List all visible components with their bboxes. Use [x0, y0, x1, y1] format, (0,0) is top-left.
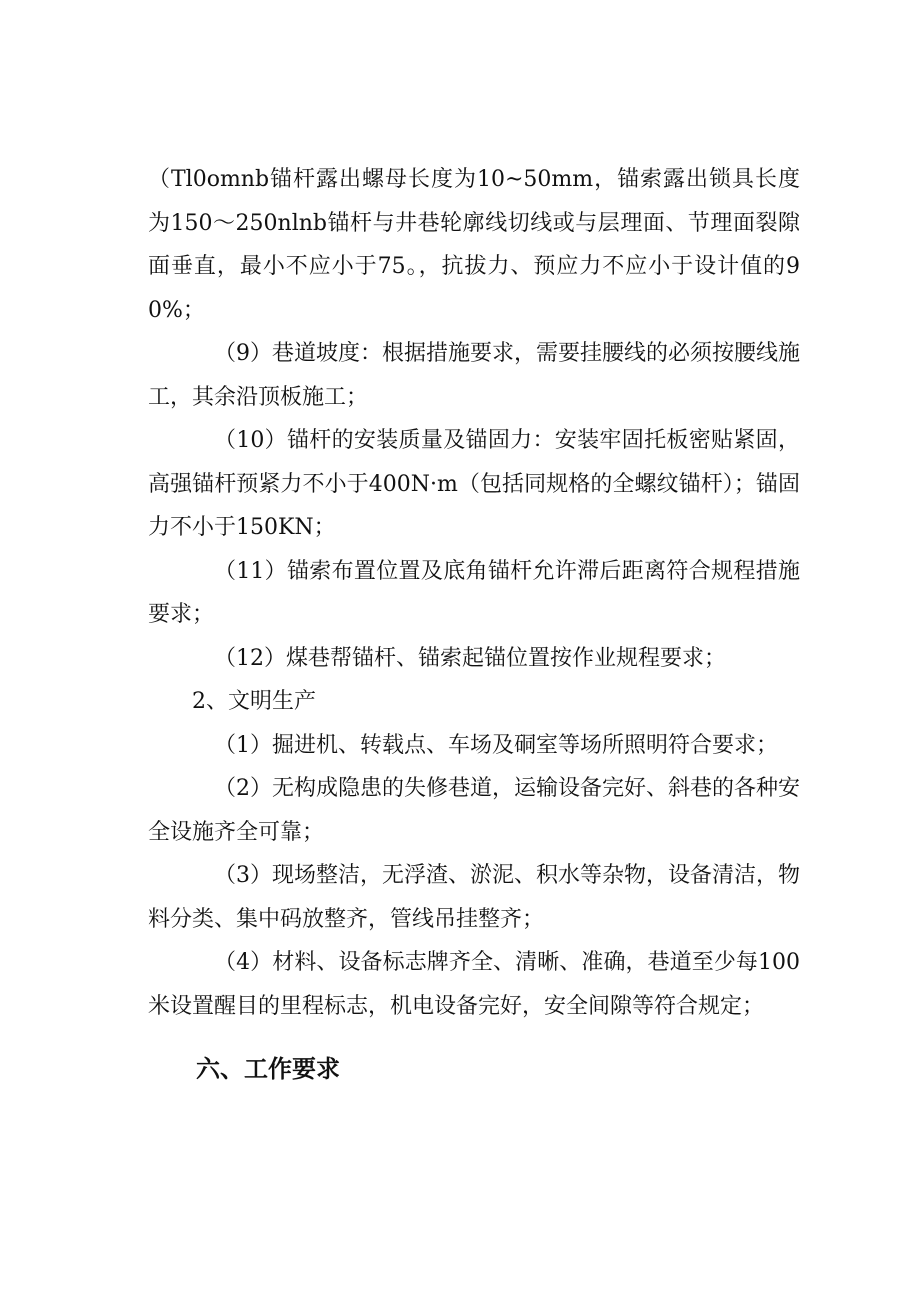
civilized-item-4: （4）材料、设备标志牌齐全、清晰、准确，巷道至少每100米设置醒目的里程标志，机电设备完好，安全间隙等符合规定； [148, 950, 800, 1019]
document-body [148, 158, 800, 1091]
civilized-item-2: （2）无构成隐患的失修巷道，运输设备完好、斜巷的各种安全设施齐全可靠； [148, 776, 800, 845]
civilized-item-1: （1）掘进机、转载点、车场及硐室等场所照明符合要求； [214, 732, 778, 758]
paragraph-anchor-spec: （Tl0omnb锚杆露出螺母长度为10~50mm，锚索露出锁具长度为150～250nlnb锚杆与井巷轮廓线切线或与层理面、节理面裂隙面垂直，最小不应小于75。，抗拔力、预应力不应小于设计值的90%； [148, 167, 800, 323]
paragraph-item-11: （11）锚索布置位置及底角锚杆允许滞后距离符合规程措施要求； [148, 558, 800, 627]
civilized-item-3: （3）现场整洁，无浮渣、淤泥、积水等杂物，设备清洁，物料分类、集中码放整齐，管线吊挂整齐； [148, 863, 800, 932]
paragraph-item-12: （12）煤巷帮锚杆、锚索起锚位置按作业规程要求； [214, 645, 726, 671]
paragraph-item-9: （9）巷道坡度：根据措施要求，需要挂腰线的必须按腰线施工，其余沿顶板施工； [148, 341, 800, 410]
section-heading-work-requirements: 六、工作要求 [196, 1055, 340, 1083]
subheading-civilized-production: 2、文明生产 [192, 689, 316, 714]
paragraph-item-10: （10）锚杆的安装质量及锚固力：安装牢固托板密贴紧固，高强锚杆预紧力不小于400N·m（包括同规格的全螺纹锚杆）；锚固力不小于150KN； [148, 428, 800, 540]
